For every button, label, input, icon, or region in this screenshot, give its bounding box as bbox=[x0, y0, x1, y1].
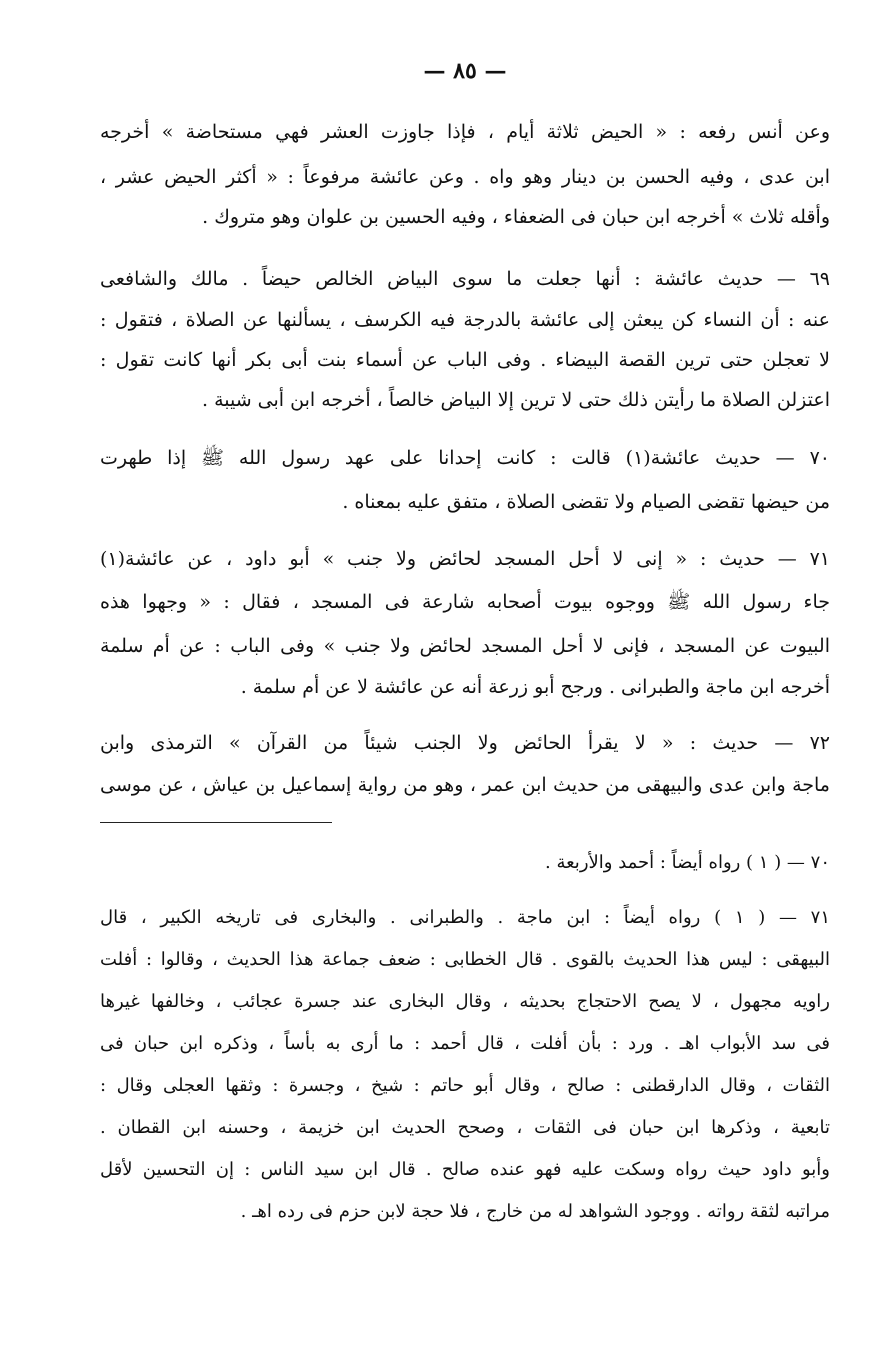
body-line: من حيضها تقضى الصيام ولا تقضى الصلاة ، متفق عليه بمعناه . bbox=[342, 491, 830, 513]
hadith-70-line: ٧٠ — حديث عائشة(١) قالت : كانت إحدانا على عهد رسول الله ﷺ إذا طهرت bbox=[100, 447, 830, 469]
body-line: وعن أنس رفعه : « الحيض ثلاثة أيام ، فإذا جاوزت العشر فهي مستحاضة » أخرجه bbox=[100, 121, 830, 143]
hadith-69-line: ٦٩ — حديث عائشة : أنها جعلت ما سوى البياض الخالص حيضاً . مالك والشافعى bbox=[100, 268, 830, 290]
body-line: لا تعجلن حتى ترين القصة البيضاء . وفى الباب عن أسماء بنت أبى بكر أنها كانت تقول : bbox=[100, 349, 830, 371]
footnote-line: تابعية ، وذكرها ابن حبان فى الثقات ، وصحح الحديث ابن خزيمة ، وحسنه ابن القطان . bbox=[100, 1117, 830, 1138]
footnote-line: ٧١ — ( ١ ) رواه أيضاً : ابن ماجة . والطبرانى . والبخارى فى تاريخه الكبير ، قال bbox=[100, 907, 830, 928]
footnote-line: ٧٠ — ( ١ ) رواه أيضاً : أحمد والأربعة . bbox=[545, 852, 830, 873]
body-line: اعتزلن الصلاة ما رأيتن ذلك حتى لا ترين إلا البياض خالصاً ، أخرجه ابن أبى شيبة . bbox=[201, 389, 830, 411]
hadith-71-line: ٧١ — حديث : « إنى لا أحل المسجد لحائض ولا جنب » أبو داود ، عن عائشة(١) bbox=[100, 548, 830, 570]
footnote-line: الثقات ، وقال الدارقطنى : صالح ، وقال أبو حاتم : شيخ ، وجسرة : وثقها العجلى وقال : bbox=[100, 1075, 830, 1096]
footnote-line: راويه مجهول ، لا يصح الاحتجاج بحديثه ، وقال البخارى عند جسرة عجائب ، وخالفها غيرها bbox=[100, 991, 830, 1012]
footnote-line: فى سد الأبواب اهـ . ورد : بأن أفلت ، قال أحمد : ما أرى به بأساً ، وذكره ابن حبان فى bbox=[100, 1033, 830, 1054]
body-line: أخرجه ابن ماجة والطبرانى . ورجح أبو زرعة أنه عن عائشة لا عن أم سلمة . bbox=[240, 676, 830, 698]
footnote-separator bbox=[100, 822, 332, 823]
hadith-72-line: ٧٢ — حديث : « لا يقرأ الحائض ولا الجنب شيئاً من القرآن » الترمذى وابن bbox=[100, 732, 830, 754]
body-line: ماجة وابن عدى والبيهقى من حديث ابن عمر ، وهو من رواية إسماعيل بن عياش ، عن موسى bbox=[100, 774, 830, 796]
body-line: البيوت عن المسجد ، فإنى لا أحل المسجد لحائض ولا جنب » وفى الباب : عن أم سلمة bbox=[100, 635, 830, 657]
body-line: جاء رسول الله ﷺ ووجوه بيوت أصحابه شارعة فى المسجد ، فقال : « وجهوا هذه bbox=[100, 591, 830, 613]
footnote-line: البيهقى : ليس هذا الحديث بالقوى . قال الخطابى : ضعف جماعة هذا الحديث ، وقالوا : أفلت bbox=[100, 949, 830, 970]
body-line: عنه : أن النساء كن يبعثن إلى عائشة بالدرجة فيه الكرسف ، يسألنها عن الصلاة ، فتقول : bbox=[100, 309, 830, 331]
page-number: — ٨٥ — bbox=[423, 58, 507, 84]
body-line: ابن عدى ، وفيه الحسن بن دينار وهو واه . وعن عائشة مرفوعاً : « أكثر الحيض عشر ، bbox=[100, 166, 830, 188]
footnote-line: وأبو داود حيث رواه وسكت عليه فهو عنده صالح . قال ابن سيد الناس : إن التحسين لأقل bbox=[100, 1159, 830, 1180]
footnote-line: مراتبه لثقة رواته . ووجود الشواهد له من خارج ، فلا حجة لابن حزم فى رده اهـ . bbox=[240, 1201, 830, 1222]
body-line: وأقله ثلاث » أخرجه ابن حبان فى الضعفاء ، وفيه الحسين بن علوان وهو متروك . bbox=[202, 206, 830, 228]
